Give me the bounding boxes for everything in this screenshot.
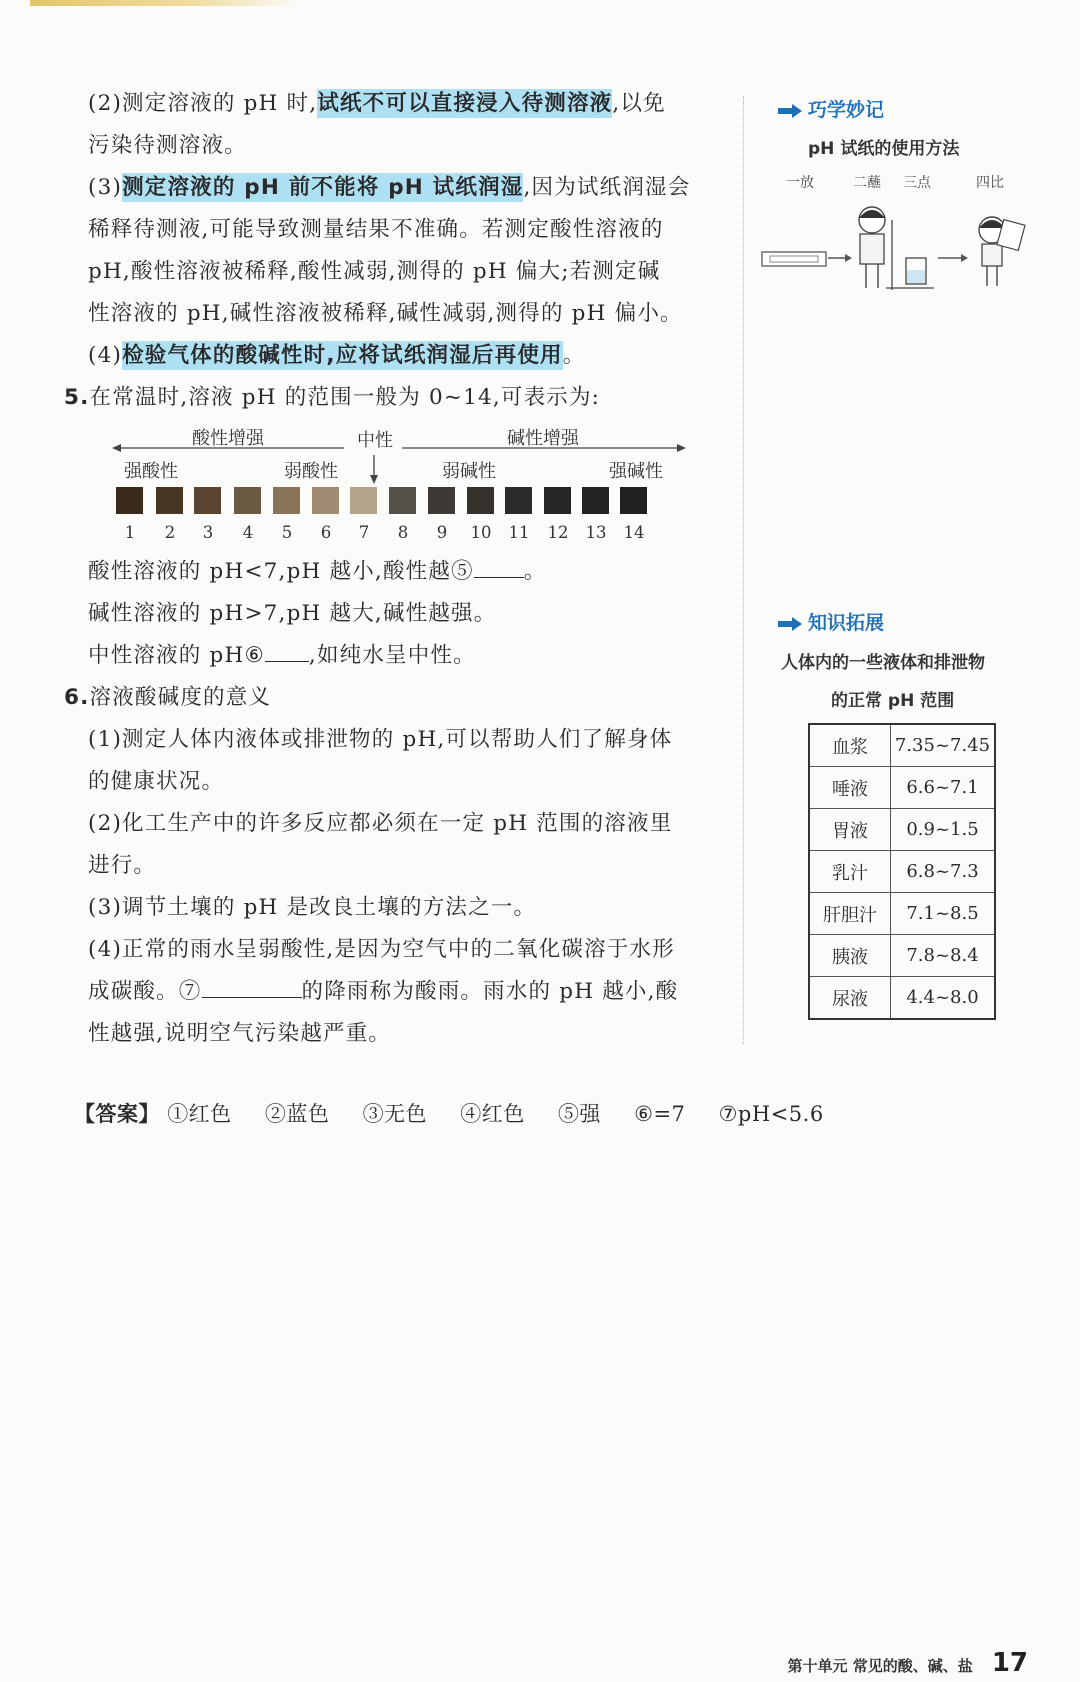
- ph-swatch: [312, 487, 339, 514]
- arrow-icon: [778, 617, 802, 631]
- fluid-name: 唾液: [809, 767, 891, 809]
- ext-header: 知识拓展: [778, 608, 884, 635]
- highlight: 检验气体的酸碱性时,应将试纸润湿后再使用: [122, 343, 563, 368]
- ph-swatch: [350, 487, 377, 514]
- label-acid-increase: 酸性增强: [192, 428, 264, 449]
- answer-5: ⑤强: [557, 1102, 601, 1126]
- page-number: 17: [991, 1648, 1028, 1678]
- ph-swatch: [194, 487, 221, 514]
- tip-header: 巧学妙记: [778, 95, 884, 122]
- body-fluid-ph-table: [808, 723, 996, 1020]
- fluid-ph-range: 0.9~1.5: [891, 809, 996, 851]
- label-weak-base: 弱碱性: [442, 461, 496, 482]
- ext-subtitle-2: 的正常 pH 范围: [831, 691, 955, 711]
- arrow-icon: [778, 104, 802, 118]
- fluid-name: 胃液: [809, 809, 891, 851]
- fluid-name: 尿液: [809, 977, 891, 1020]
- answer-2: ②蓝色: [264, 1102, 330, 1126]
- step-1: 一放: [786, 175, 814, 191]
- para-3-line-4: 性溶液的 pH,碱性溶液被稀释,碱性减弱,测得的 pH 偏小。: [88, 301, 683, 326]
- item-5: 5.在常温时,溶液 pH 的范围一般为 0~14,可表示为:: [64, 385, 601, 410]
- fluid-ph-range: 6.6~7.1: [891, 767, 996, 809]
- fluid-name: 乳汁: [809, 851, 891, 893]
- ph-tick-label: 5: [281, 523, 293, 542]
- step-2: 二蘸: [853, 175, 881, 191]
- answers-key: 【答案】: [74, 1102, 160, 1126]
- ph-swatch: [428, 487, 455, 514]
- label-strong-base: 强碱性: [609, 461, 663, 482]
- ph-tick-label: 12: [547, 523, 569, 542]
- para-3-line-3: pH,酸性溶液被稀释,酸性减弱,测得的 pH 偏大;若测定碱: [88, 259, 661, 284]
- para-6-2-line-2: 进行。: [88, 853, 157, 878]
- ph-tick-label: 8: [397, 523, 409, 542]
- fluid-name: 肝胆汁: [809, 893, 891, 935]
- blank-6[interactable]: [265, 640, 309, 663]
- label-base-increase: 碱性增强: [507, 428, 579, 449]
- base-line: 碱性溶液的 pH>7,pH 越大,碱性越强。: [88, 601, 497, 626]
- item-6: 6.溶液酸碱度的意义: [64, 685, 272, 710]
- ph-scale: [112, 424, 687, 550]
- table-row: [809, 851, 995, 893]
- neutral-line: 中性溶液的 pH⑥ ,如纯水呈中性。: [88, 635, 476, 677]
- tip-subtitle: pH 试纸的使用方法: [808, 139, 960, 159]
- table-row: [809, 977, 995, 1020]
- answer-4: ④红色: [460, 1102, 525, 1126]
- fluid-ph-range: 7.1~8.5: [891, 893, 996, 935]
- answer-6: ⑥=7: [634, 1102, 686, 1126]
- para-2-line-1: (2)测定溶液的 pH 时,试纸不可以直接浸入待测溶液,以免: [88, 91, 666, 116]
- ph-swatch: [234, 487, 261, 514]
- para-6-4-line-1: (4)正常的雨水呈弱酸性,是因为空气中的二氧化碳溶于水形: [88, 937, 675, 962]
- ph-tick-label: 2: [164, 523, 176, 542]
- fluid-ph-range: 4.4~8.0: [891, 977, 996, 1020]
- fluid-name: 血浆: [809, 724, 891, 767]
- step-3: 三点: [903, 175, 931, 191]
- fluid-ph-range: 6.8~7.3: [891, 851, 996, 893]
- table-row: [809, 724, 995, 767]
- ph-swatch: [273, 487, 300, 514]
- para-2-line-2: 污染待测溶液。: [88, 133, 247, 158]
- ph-swatch: [389, 487, 416, 514]
- ph-test-illustration: [760, 200, 1030, 300]
- para-6-2-line-1: (2)化工生产中的许多反应都必须在一定 pH 范围的溶液里: [88, 811, 673, 836]
- ph-tick-label: 14: [623, 523, 645, 542]
- para-6-1-line-1: (1)测定人体内液体或排泄物的 pH,可以帮助人们了解身体: [88, 727, 673, 752]
- highlight: 测定溶液的 pH 前不能将 pH 试纸润湿: [122, 175, 524, 200]
- ph-swatch: [544, 487, 571, 514]
- blank-7[interactable]: [202, 976, 302, 999]
- label-neutral: 中性: [357, 430, 393, 451]
- para-6-1-line-2: 的健康状况。: [88, 769, 225, 794]
- ph-tick-label: 6: [320, 523, 332, 542]
- ph-swatch: [620, 487, 647, 514]
- answer-1: ①红色: [167, 1102, 232, 1126]
- ph-tick-label: 11: [508, 523, 530, 542]
- fluid-name: 胰液: [809, 935, 891, 977]
- table-row: [809, 809, 995, 851]
- label-strong-acid: 强酸性: [124, 461, 178, 482]
- fluid-ph-range: 7.8~8.4: [891, 935, 996, 977]
- column-divider: [743, 96, 744, 1044]
- ph-tick-label: 13: [585, 523, 607, 542]
- ph-swatch: [582, 487, 609, 514]
- ph-tick-label: 9: [436, 523, 448, 542]
- table-row: [809, 935, 995, 977]
- unit-title: 第十单元 常见的酸、碱、盐: [787, 1657, 973, 1675]
- table-row: [809, 893, 995, 935]
- para-6-4-line-3: 性越强,说明空气污染越严重。: [88, 1021, 392, 1046]
- highlight: 试纸不可以直接浸入待测溶液: [317, 91, 613, 116]
- top-color-strip: [30, 0, 300, 6]
- ph-swatch: [467, 487, 494, 514]
- ext-subtitle-1: 人体内的一些液体和排泄物: [781, 653, 985, 673]
- table-row: [809, 767, 995, 809]
- ph-swatch: [156, 487, 183, 514]
- ph-swatch: [505, 487, 532, 514]
- step-4: 四比: [976, 175, 1004, 191]
- ph-tick-label: 3: [202, 523, 214, 542]
- answer-7: ⑦pH<5.6: [718, 1102, 824, 1126]
- ph-tick-label: 1: [124, 523, 136, 542]
- para-4: (4)检验气体的酸碱性时,应将试纸润湿后再使用。: [88, 343, 586, 368]
- label-weak-acid: 弱酸性: [284, 461, 338, 482]
- ph-tick-label: 7: [358, 523, 370, 542]
- para-6-3: (3)调节土壤的 pH 是改良土壤的方法之一。: [88, 895, 537, 920]
- ph-tick-label: 4: [242, 523, 254, 542]
- blank-5[interactable]: [474, 556, 524, 579]
- fluid-ph-range: 7.35~7.45: [891, 724, 996, 767]
- page-footer: [787, 1648, 1028, 1678]
- para-3-line-2: 稀释待测液,可能导致测量结果不准确。若测定酸性溶液的: [88, 217, 664, 242]
- acid-line: 酸性溶液的 pH<7,pH 越小,酸性越⑤ 。: [88, 551, 546, 593]
- answers-line: [74, 1098, 850, 1128]
- answer-3: ③无色: [362, 1102, 428, 1126]
- ph-tick-label: 10: [470, 523, 492, 542]
- para-3-line-1: (3)测定溶液的 pH 前不能将 pH 试纸润湿,因为试纸润湿会: [88, 175, 691, 200]
- para-6-4-line-2: 成碳酸。⑦ 的降雨称为酸雨。雨水的 pH 越小,酸: [88, 971, 678, 1013]
- ph-swatch: [116, 487, 143, 514]
